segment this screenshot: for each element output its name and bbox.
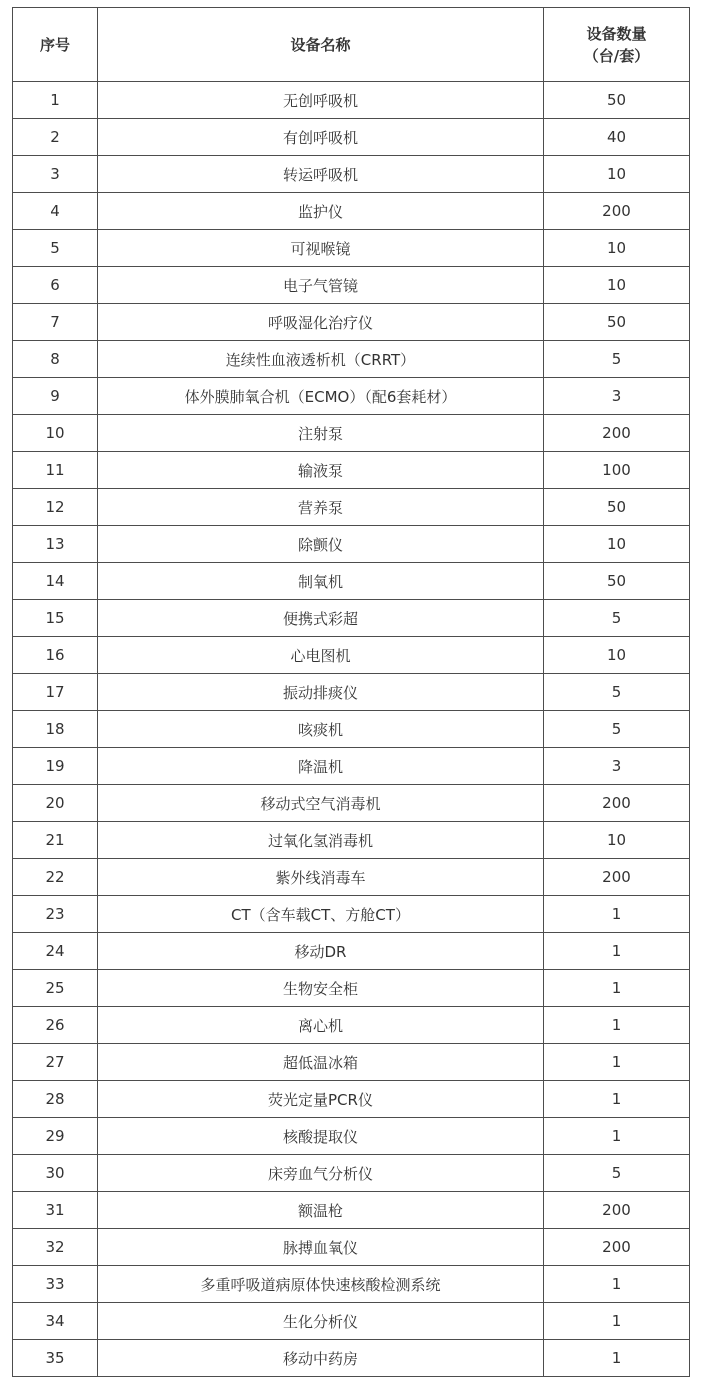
table-header <box>13 8 690 82</box>
table-row <box>13 674 690 711</box>
cell-index: 9 <box>13 378 98 415</box>
cell-name: 降温机 <box>98 748 544 785</box>
table-row <box>13 341 690 378</box>
cell-name: 多重呼吸道病原体快速核酸检测系统 <box>98 1266 544 1303</box>
table-body <box>13 82 690 1377</box>
table-row <box>13 711 690 748</box>
table-row <box>13 1266 690 1303</box>
cell-quantity: 3 <box>544 748 690 785</box>
cell-index: 30 <box>13 1155 98 1192</box>
cell-quantity: 3 <box>544 378 690 415</box>
cell-name: 荧光定量PCR仪 <box>98 1081 544 1118</box>
cell-quantity: 200 <box>544 1192 690 1229</box>
header-quantity-line2: （台/套） <box>583 46 650 65</box>
cell-index: 26 <box>13 1007 98 1044</box>
cell-index: 23 <box>13 896 98 933</box>
cell-quantity: 5 <box>544 711 690 748</box>
cell-name: 移动式空气消毒机 <box>98 785 544 822</box>
table-row <box>13 489 690 526</box>
table-row <box>13 304 690 341</box>
table-row <box>13 637 690 674</box>
cell-name: 除颤仪 <box>98 526 544 563</box>
table-row <box>13 1229 690 1266</box>
table-row <box>13 193 690 230</box>
cell-name: 转运呼吸机 <box>98 156 544 193</box>
table-row <box>13 1155 690 1192</box>
cell-quantity: 1 <box>544 1266 690 1303</box>
header-name: 设备名称 <box>98 8 544 82</box>
cell-index: 7 <box>13 304 98 341</box>
cell-quantity: 1 <box>544 896 690 933</box>
cell-name: 连续性血液透析机（CRRT） <box>98 341 544 378</box>
cell-quantity: 200 <box>544 193 690 230</box>
table-row <box>13 1044 690 1081</box>
cell-quantity: 1 <box>544 1303 690 1340</box>
cell-quantity: 1 <box>544 1340 690 1377</box>
table-row <box>13 1340 690 1377</box>
table-row <box>13 970 690 1007</box>
table-row <box>13 82 690 119</box>
table-row <box>13 859 690 896</box>
table-row <box>13 1192 690 1229</box>
cell-quantity: 50 <box>544 304 690 341</box>
cell-name: 便携式彩超 <box>98 600 544 637</box>
cell-quantity: 200 <box>544 1229 690 1266</box>
table-row <box>13 600 690 637</box>
cell-quantity: 10 <box>544 526 690 563</box>
cell-quantity: 10 <box>544 267 690 304</box>
cell-index: 28 <box>13 1081 98 1118</box>
cell-name: 输液泵 <box>98 452 544 489</box>
cell-index: 34 <box>13 1303 98 1340</box>
cell-index: 18 <box>13 711 98 748</box>
table-row <box>13 748 690 785</box>
cell-index: 17 <box>13 674 98 711</box>
header-quantity-line1: 设备数量 <box>586 24 647 43</box>
cell-name: 过氧化氢消毒机 <box>98 822 544 859</box>
cell-quantity: 100 <box>544 452 690 489</box>
cell-quantity: 10 <box>544 156 690 193</box>
cell-name: 紫外线消毒车 <box>98 859 544 896</box>
cell-index: 3 <box>13 156 98 193</box>
cell-quantity: 40 <box>544 119 690 156</box>
cell-index: 32 <box>13 1229 98 1266</box>
cell-name: 注射泵 <box>98 415 544 452</box>
cell-name: 制氧机 <box>98 563 544 600</box>
cell-quantity: 1 <box>544 1081 690 1118</box>
cell-name: 体外膜肺氧合机（ECMO）（配6套耗材） <box>98 378 544 415</box>
cell-index: 2 <box>13 119 98 156</box>
cell-quantity: 50 <box>544 563 690 600</box>
cell-quantity: 5 <box>544 341 690 378</box>
table-row <box>13 378 690 415</box>
table-row <box>13 1303 690 1340</box>
cell-index: 25 <box>13 970 98 1007</box>
cell-quantity: 1 <box>544 970 690 1007</box>
cell-name: 振动排痰仪 <box>98 674 544 711</box>
cell-name: 离心机 <box>98 1007 544 1044</box>
cell-index: 35 <box>13 1340 98 1377</box>
cell-index: 22 <box>13 859 98 896</box>
cell-index: 31 <box>13 1192 98 1229</box>
cell-index: 6 <box>13 267 98 304</box>
cell-name: 移动中药房 <box>98 1340 544 1377</box>
table-row <box>13 526 690 563</box>
cell-index: 19 <box>13 748 98 785</box>
table-row <box>13 230 690 267</box>
cell-quantity: 5 <box>544 1155 690 1192</box>
cell-index: 14 <box>13 563 98 600</box>
cell-index: 11 <box>13 452 98 489</box>
cell-index: 1 <box>13 82 98 119</box>
cell-name: CT（含车载CT、方舱CT） <box>98 896 544 933</box>
cell-quantity: 50 <box>544 82 690 119</box>
cell-index: 4 <box>13 193 98 230</box>
cell-index: 10 <box>13 415 98 452</box>
table-row <box>13 415 690 452</box>
table-row <box>13 1118 690 1155</box>
table-row <box>13 822 690 859</box>
cell-quantity: 5 <box>544 600 690 637</box>
table-row <box>13 896 690 933</box>
cell-quantity: 10 <box>544 822 690 859</box>
cell-name: 额温枪 <box>98 1192 544 1229</box>
cell-quantity: 1 <box>544 1007 690 1044</box>
cell-quantity: 10 <box>544 230 690 267</box>
cell-name: 超低温冰箱 <box>98 1044 544 1081</box>
cell-index: 29 <box>13 1118 98 1155</box>
cell-index: 21 <box>13 822 98 859</box>
cell-name: 脉搏血氧仪 <box>98 1229 544 1266</box>
cell-quantity: 1 <box>544 1118 690 1155</box>
cell-quantity: 50 <box>544 489 690 526</box>
table-row <box>13 1081 690 1118</box>
header-index: 序号 <box>13 8 98 82</box>
cell-name: 呼吸湿化治疗仪 <box>98 304 544 341</box>
cell-name: 心电图机 <box>98 637 544 674</box>
cell-name: 电子气管镜 <box>98 267 544 304</box>
cell-index: 16 <box>13 637 98 674</box>
cell-index: 20 <box>13 785 98 822</box>
header-quantity <box>544 8 690 82</box>
header-row <box>13 8 690 82</box>
cell-index: 33 <box>13 1266 98 1303</box>
table-row <box>13 119 690 156</box>
table-row <box>13 267 690 304</box>
cell-name: 移动DR <box>98 933 544 970</box>
cell-quantity: 200 <box>544 415 690 452</box>
cell-name: 无创呼吸机 <box>98 82 544 119</box>
cell-index: 5 <box>13 230 98 267</box>
table-row <box>13 785 690 822</box>
cell-name: 床旁血气分析仪 <box>98 1155 544 1192</box>
cell-name: 可视喉镜 <box>98 230 544 267</box>
cell-quantity: 5 <box>544 674 690 711</box>
cell-quantity: 10 <box>544 637 690 674</box>
cell-quantity: 200 <box>544 859 690 896</box>
cell-quantity: 200 <box>544 785 690 822</box>
cell-name: 核酸提取仪 <box>98 1118 544 1155</box>
cell-name: 营养泵 <box>98 489 544 526</box>
table-row <box>13 156 690 193</box>
cell-name: 有创呼吸机 <box>98 119 544 156</box>
cell-name: 咳痰机 <box>98 711 544 748</box>
cell-index: 24 <box>13 933 98 970</box>
cell-index: 27 <box>13 1044 98 1081</box>
table-row <box>13 563 690 600</box>
cell-name: 生物安全柜 <box>98 970 544 1007</box>
table-row <box>13 452 690 489</box>
cell-index: 13 <box>13 526 98 563</box>
cell-quantity: 1 <box>544 1044 690 1081</box>
cell-name: 生化分析仪 <box>98 1303 544 1340</box>
cell-index: 12 <box>13 489 98 526</box>
table-row <box>13 933 690 970</box>
cell-quantity: 1 <box>544 933 690 970</box>
cell-index: 8 <box>13 341 98 378</box>
cell-index: 15 <box>13 600 98 637</box>
table-row <box>13 1007 690 1044</box>
cell-name: 监护仪 <box>98 193 544 230</box>
equipment-table <box>12 7 690 1377</box>
